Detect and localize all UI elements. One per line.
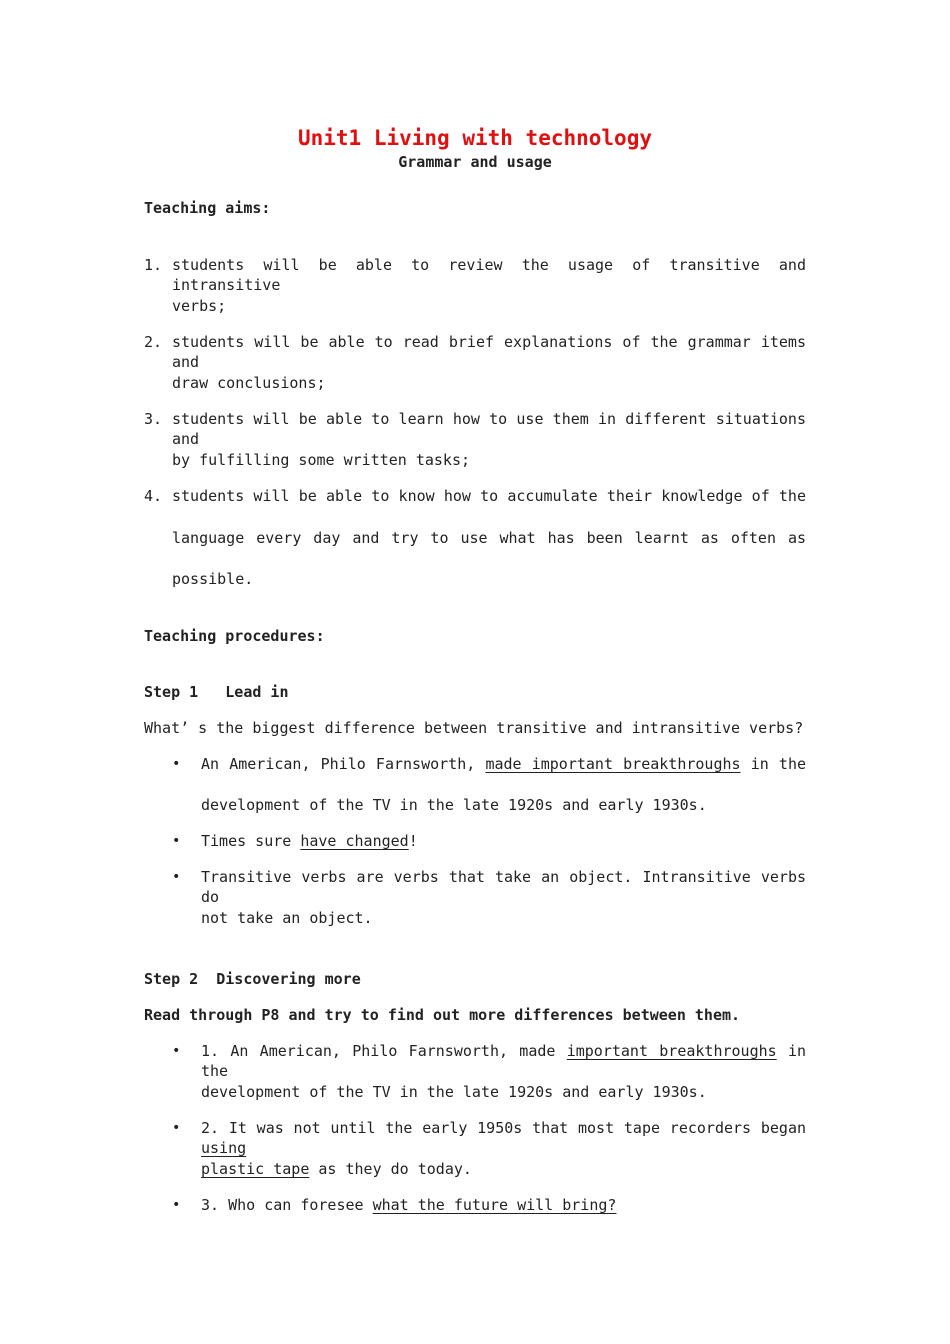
underlined-phrase: important breakthroughs [566, 1042, 777, 1060]
teaching-procedures-heading: Teaching procedures: [144, 627, 325, 645]
bullet-icon: • [172, 756, 181, 772]
underlined-phrase: using [201, 1139, 247, 1157]
step2-sentence-line: development of the TV in the late 1920s and early 1930s. [201, 1083, 707, 1101]
teaching-aims-heading: Teaching aims: [144, 199, 271, 217]
aim-line: draw conclusions; [172, 374, 326, 392]
aim-line: possible. [172, 570, 254, 588]
aim-line: students will be able to review the usage of transitive and intransitive [172, 256, 806, 294]
underlined-phrase: made important breakthroughs [485, 755, 741, 773]
aim-number: 2. [144, 333, 163, 351]
aim-number: 3. [144, 410, 163, 428]
aim-line: language every day and try to use what has been learnt as often as [172, 529, 806, 547]
bullet-icon: • [172, 833, 181, 849]
underlined-phrase: plastic tape [201, 1160, 310, 1178]
aim-line: students will be able to learn how to use them in different situations and [172, 410, 806, 448]
step2-sentence-line: 3. Who can foresee what the future will bring? [201, 1196, 617, 1214]
aim-number: 1. [144, 256, 163, 274]
step1-bullet-line: Transitive verbs are verbs that take an object. Intransitive verbs do [201, 868, 806, 906]
step1-question: What’ s the biggest difference between transitive and intransitive verbs? [144, 719, 804, 737]
bullet-icon: • [172, 1120, 181, 1136]
aim-number: 4. [144, 487, 163, 505]
step2-heading: Step 2 Discovering more [144, 970, 361, 988]
step1-bullet-line: Times sure have changed! [201, 832, 418, 850]
step2-instruction: Read through P8 and try to find out more differences between them. [144, 1006, 741, 1024]
page-title: Unit1 Living with technology [297, 126, 652, 150]
bullet-icon: • [172, 1043, 181, 1059]
page-subtitle: Grammar and usage [398, 153, 552, 171]
aim-line: by fulfilling some written tasks; [172, 451, 471, 469]
step1-bullet-line: not take an object. [201, 909, 373, 927]
step2-sentence-line: 2. It was not until the early 1950s that most tape recorders began using [201, 1119, 806, 1157]
underlined-phrase: have changed [300, 832, 409, 850]
aim-line: students will be able to read brief explanations of the grammar items and [172, 333, 806, 371]
bullet-icon: • [172, 1197, 181, 1213]
step1-bullet-line: development of the TV in the late 1920s and early 1930s. [201, 796, 707, 814]
bullet-icon: • [172, 869, 181, 885]
underlined-phrase: what the future will bring? [372, 1196, 617, 1214]
step2-sentence-line: plastic tape as they do today. [201, 1160, 472, 1178]
step1-heading: Step 1 Lead in [144, 683, 289, 701]
aim-line: verbs; [172, 297, 227, 315]
aim-line: students will be able to know how to accumulate their knowledge of the [172, 487, 806, 505]
step1-bullet-line: An American, Philo Farnsworth, made important breakthroughs in the [201, 755, 807, 773]
step2-sentence-line: 1. An American, Philo Farnsworth, made important breakthroughs in the [201, 1042, 807, 1080]
